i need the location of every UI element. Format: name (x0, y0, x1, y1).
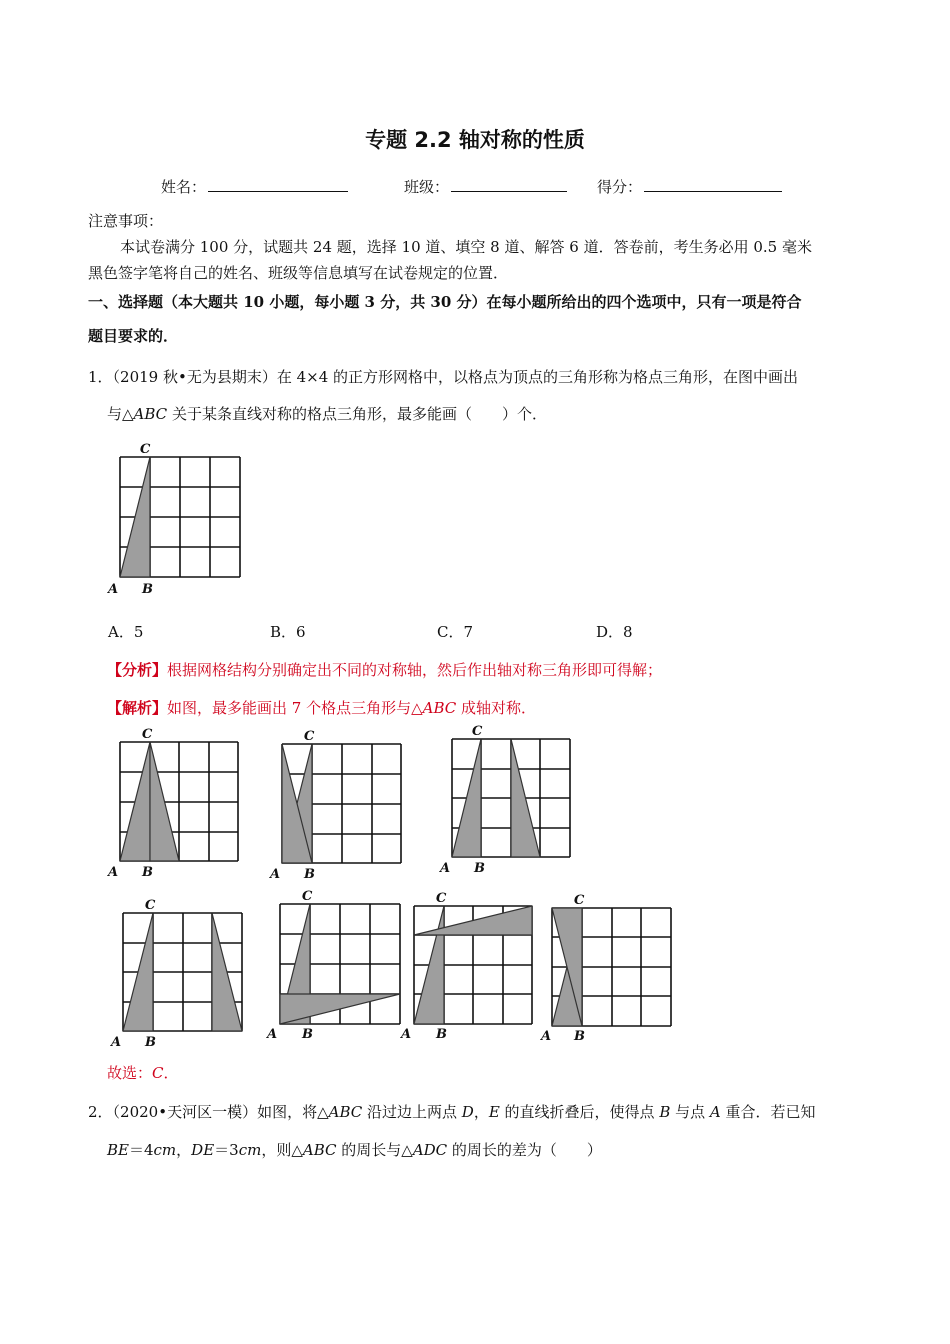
class-field[interactable] (404, 176, 567, 197)
label-a: A (401, 1027, 412, 1042)
label-b: B (142, 582, 153, 597)
option-d[interactable]: D．8 (596, 623, 633, 641)
label-b: B (302, 1027, 313, 1042)
q1-figure (100, 438, 250, 598)
label-b: B (145, 1035, 156, 1050)
label-a: A (108, 865, 119, 880)
answer-figure-5 (262, 886, 412, 1042)
q1-line-1: 1．（2019 秋•无为县期末）在 4×4 的正方形网格中，以格点为顶点的三角形称为格点三角形，在图中画出 (88, 368, 799, 386)
label-b: B (142, 865, 153, 880)
name-blank[interactable] (208, 176, 348, 192)
score-field[interactable] (597, 176, 782, 197)
label-a: A (440, 861, 451, 876)
notice-heading: 注意事项： (88, 212, 164, 230)
label-a: A (541, 1029, 552, 1044)
solution: 【解析】如图，最多能画出 7 个格点三角形与△ABC 成轴对称． (107, 699, 537, 717)
label-c: C (472, 724, 483, 739)
label-c: C (304, 729, 315, 744)
class-label: 班级： (404, 178, 450, 196)
label-b: B (574, 1029, 585, 1044)
label-b: B (304, 867, 315, 882)
answer-figure-4 (103, 896, 253, 1052)
notice-line-1: 本试卷满分 100 分，试题共 24 题，选择 10 道、填空 8 道、解答 6 道．答卷前，考生务必用 0.5 毫米 (120, 238, 812, 256)
option-a[interactable]: A．5 (108, 623, 144, 641)
q2-line-1: 2．（2020•天河区一模）如图，将△ABC 沿过边上两点 D，E 的直线折叠后，使得点 B 与点 A 重合．若已知 (88, 1103, 816, 1121)
class-blank[interactable] (451, 176, 567, 192)
q2-line-2: BE＝4cm，DE＝3cm，则△ABC 的周长与△ADC 的周长的差为（ ） (107, 1141, 602, 1159)
label-c: C (145, 898, 156, 913)
label-a: A (108, 582, 119, 597)
section1-line-2: 题目要求的． (88, 327, 179, 345)
answer-figure-1 (100, 724, 250, 882)
label-c: C (574, 893, 585, 908)
notice-line-2: 黑色签字笔将自己的姓名、班级等信息填写在试卷规定的位置． (88, 264, 509, 282)
section1-line-1: 一、选择题（本大题共 10 小题，每小题 3 分，共 30 分）在每小题所给出的四个选项中，只有一项是符合 (88, 293, 802, 311)
answer-figure-2 (262, 726, 412, 884)
page-title: 专题 2.2 轴对称的性质 (365, 128, 585, 152)
label-c: C (436, 891, 447, 906)
label-b: B (474, 861, 485, 876)
option-b[interactable]: B．6 (270, 623, 306, 641)
score-blank[interactable] (644, 176, 782, 192)
score-label: 得分： (597, 178, 643, 196)
answer: 故选：C． (107, 1064, 179, 1082)
answer-figure-6 (396, 886, 546, 1042)
label-c: C (142, 727, 153, 742)
label-a: A (267, 1027, 278, 1042)
label-b: B (436, 1027, 447, 1042)
label-c: C (140, 442, 151, 457)
q1-line-2: 与△ABC 关于某条直线对称的格点三角形，最多能画（ ）个． (107, 405, 547, 423)
label-a: A (270, 867, 281, 882)
option-c[interactable]: C．7 (437, 623, 474, 641)
name-field[interactable] (161, 176, 348, 197)
analysis: 【分析】根据网格结构分别确定出不同的对称轴，然后作出轴对称三角形即可得解； (107, 661, 663, 679)
label-c: C (302, 889, 313, 904)
answer-figure-7 (536, 888, 686, 1044)
label-a: A (111, 1035, 122, 1050)
name-label: 姓名： (161, 178, 207, 196)
answer-figure-3 (432, 722, 582, 880)
